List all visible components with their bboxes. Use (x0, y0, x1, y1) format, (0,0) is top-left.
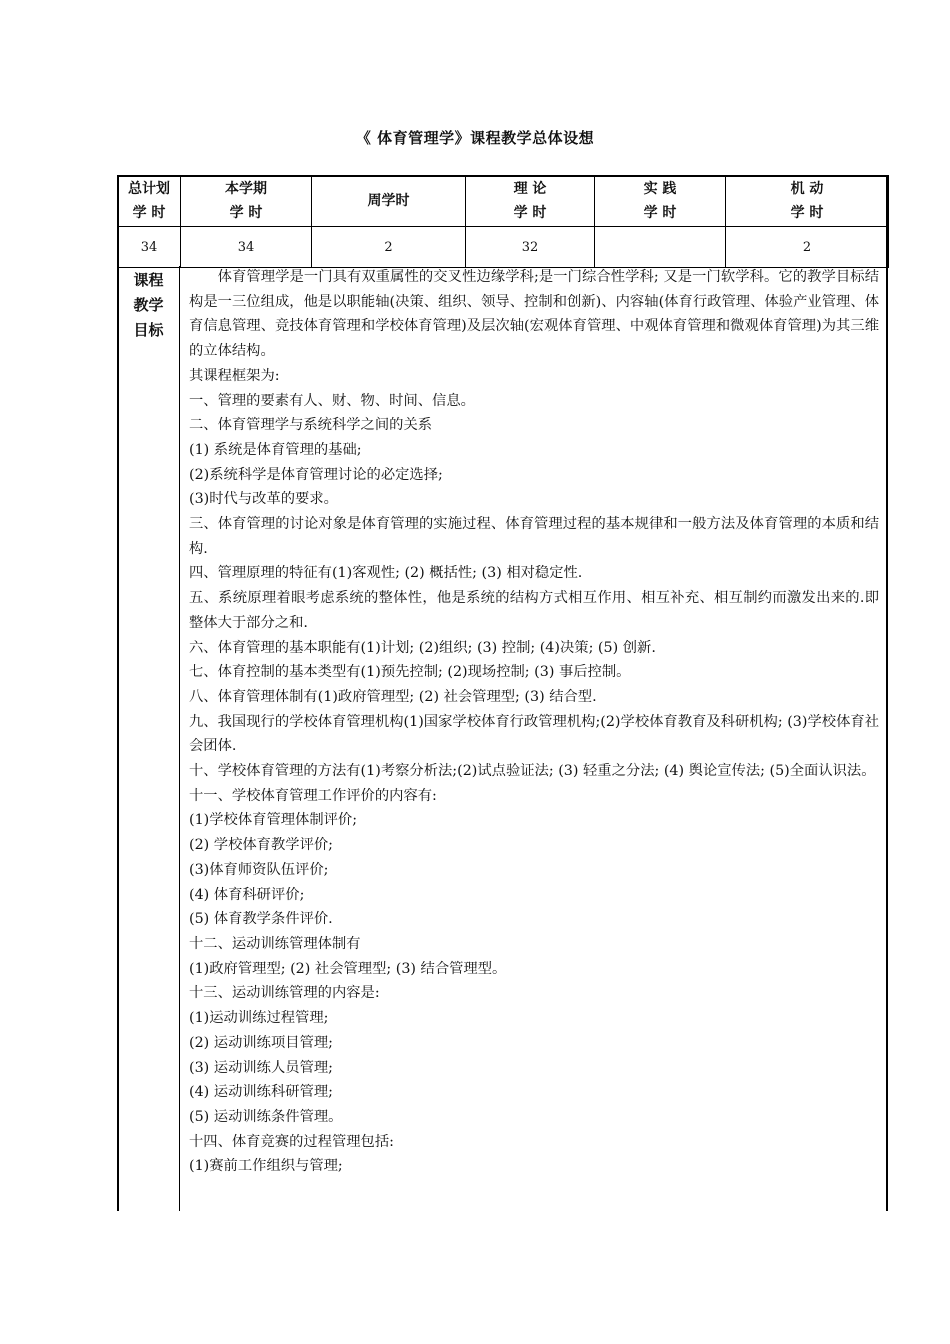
content-paragraph: (2) 运动训练项目管理; (189, 1034, 333, 1051)
header-line2: 学 时 (790, 205, 824, 221)
header-line2: 学 时 (229, 205, 263, 221)
header-semester-hours (181, 176, 312, 227)
header-line1: 机 动 (790, 181, 824, 197)
content-paragraph: (5) 体育教学条件评价. (189, 911, 333, 928)
content-paragraph: 二、体育管理学与系统科学之间的关系 (189, 417, 433, 434)
value-weekly-hours: 2 (312, 227, 466, 268)
table-header-row (118, 176, 889, 227)
content-paragraph: (4) 运动训练科研管理; (189, 1084, 333, 1101)
content-paragraph: (3)体育师资队伍评价; (189, 861, 329, 878)
content-paragraph: (3)时代与改革的要求。 (189, 491, 338, 508)
content-paragraph: (1) 系统是体育管理的基础; (189, 441, 362, 458)
hours-table (117, 175, 889, 268)
header-line1: 实 践 (643, 181, 677, 197)
content-paragraph: 十三、运动训练管理的内容是: (189, 985, 380, 1002)
course-objectives-content (189, 265, 879, 1179)
page-title: 《 体育管理学》课程教学总体设想 (355, 129, 595, 147)
header-flexible-hours (726, 176, 889, 227)
value-semester-hours: 34 (181, 227, 312, 268)
content-paragraph: (1)赛前工作组织与管理; (189, 1158, 343, 1175)
content-paragraph: 一、管理的要素有人、财、物、时间、信息。 (189, 392, 475, 409)
content-paragraph: 十、学校体育管理的方法有(1)考察分析法;(2)试点验证法; (3) 轻重之分法; (4) 舆论宣传法; (5)全面认识法。 (189, 763, 876, 780)
content-paragraph: 体育管理学是一门具有双重属性的交叉性边缘学科;是一门综合性学科; 又是一门软学科。它的教学目标结构是一三位组成，他是以职能轴(决策、组织、领导、控制和创新)、内容轴(体育行政管理、体验产业管理、体育信息管理、竞技体育管理和学校体育管理)及层次轴(宏观体育管理、中观体育管理和微观体育管理)为其三维的立体结构。 (189, 269, 879, 360)
header-theory-hours (466, 176, 595, 227)
content-paragraph: 九、我国现行的学校体育管理机构(1)国家学校体育行政管理机构;(2)学校体育教育及科研机构; (3)学校体育社会团体. (189, 713, 879, 755)
header-line1: 总计划 (128, 181, 170, 197)
header-total-hours (118, 176, 181, 227)
content-paragraph: 其课程框架为: (189, 367, 280, 384)
content-paragraph: 八、体育管理体制有(1)政府管理型; (2) 社会管理型; (3) 结合型. (189, 688, 597, 705)
content-paragraph: (2) 学校体育教学评价; (189, 837, 333, 854)
value-practice-hours (595, 227, 726, 268)
content-paragraph: (1)学校体育管理体制评价; (189, 812, 358, 829)
content-paragraph: (1)运动训练过程管理; (189, 1010, 329, 1027)
header-line1: 理 论 (513, 181, 547, 197)
header-practice-hours (595, 176, 726, 227)
value-flexible-hours: 2 (726, 227, 889, 268)
content-paragraph: 十一、学校体育管理工作评价的内容有: (189, 787, 437, 804)
content-paragraph: (2)系统科学是体育管理讨论的必定选择; (189, 466, 443, 483)
content-paragraph: 七、体育控制的基本类型有(1)预先控制; (2)现场控制; (3) 事后控制。 (189, 664, 631, 681)
section-label-line: 目标 (133, 321, 164, 339)
content-paragraph: 四、管理原理的特征有(1)客观性; (2) 概括性; (3) 相对稳定性. (189, 565, 583, 582)
content-paragraph: 三、体育管理的讨论对象是体育管理的实施过程、体育管理过程的基本规律和一般方法及体育管理的本质和结构. (189, 516, 879, 557)
header-weekly-hours (312, 176, 466, 227)
section-label-line: 课程 (133, 271, 164, 289)
table-value-row (118, 227, 889, 268)
content-paragraph: 十二、运动训练管理体制有 (189, 935, 361, 952)
value-theory-hours: 32 (466, 227, 595, 268)
right-border (886, 266, 888, 1211)
content-paragraph: 五、系统原理着眼考虑系统的整体性，他是系统的结构方式相互作用、相互补充、相互制约而激发出来的.即整体大于部分之和. (189, 590, 879, 631)
header-line1: 本学期 (225, 181, 267, 197)
content-paragraph: (3) 运动训练人员管理; (189, 1059, 333, 1076)
content-paragraph: (5) 运动训练条件管理。 (189, 1108, 343, 1125)
value-total-hours: 34 (118, 227, 181, 268)
section-label-line: 教学 (133, 296, 164, 314)
header-line2: 学 时 (132, 205, 166, 221)
content-paragraph: (4) 体育科研评价; (189, 886, 305, 903)
header-line2: 学 时 (643, 205, 677, 221)
label-column (117, 266, 180, 1211)
content-paragraph: 六、体育管理的基本职能有(1)计划; (2)组织; (3) 控制; (4)决策; (5) 创新. (189, 639, 656, 656)
header-line2: 学 时 (513, 205, 547, 221)
section-label (117, 268, 180, 343)
content-paragraph: (1)政府管理型; (2) 社会管理型; (3) 结合管理型。 (189, 960, 507, 977)
content-paragraph: 十四、体育竞赛的过程管理包括: (189, 1133, 394, 1150)
header-line1: 周学时 (367, 193, 410, 209)
